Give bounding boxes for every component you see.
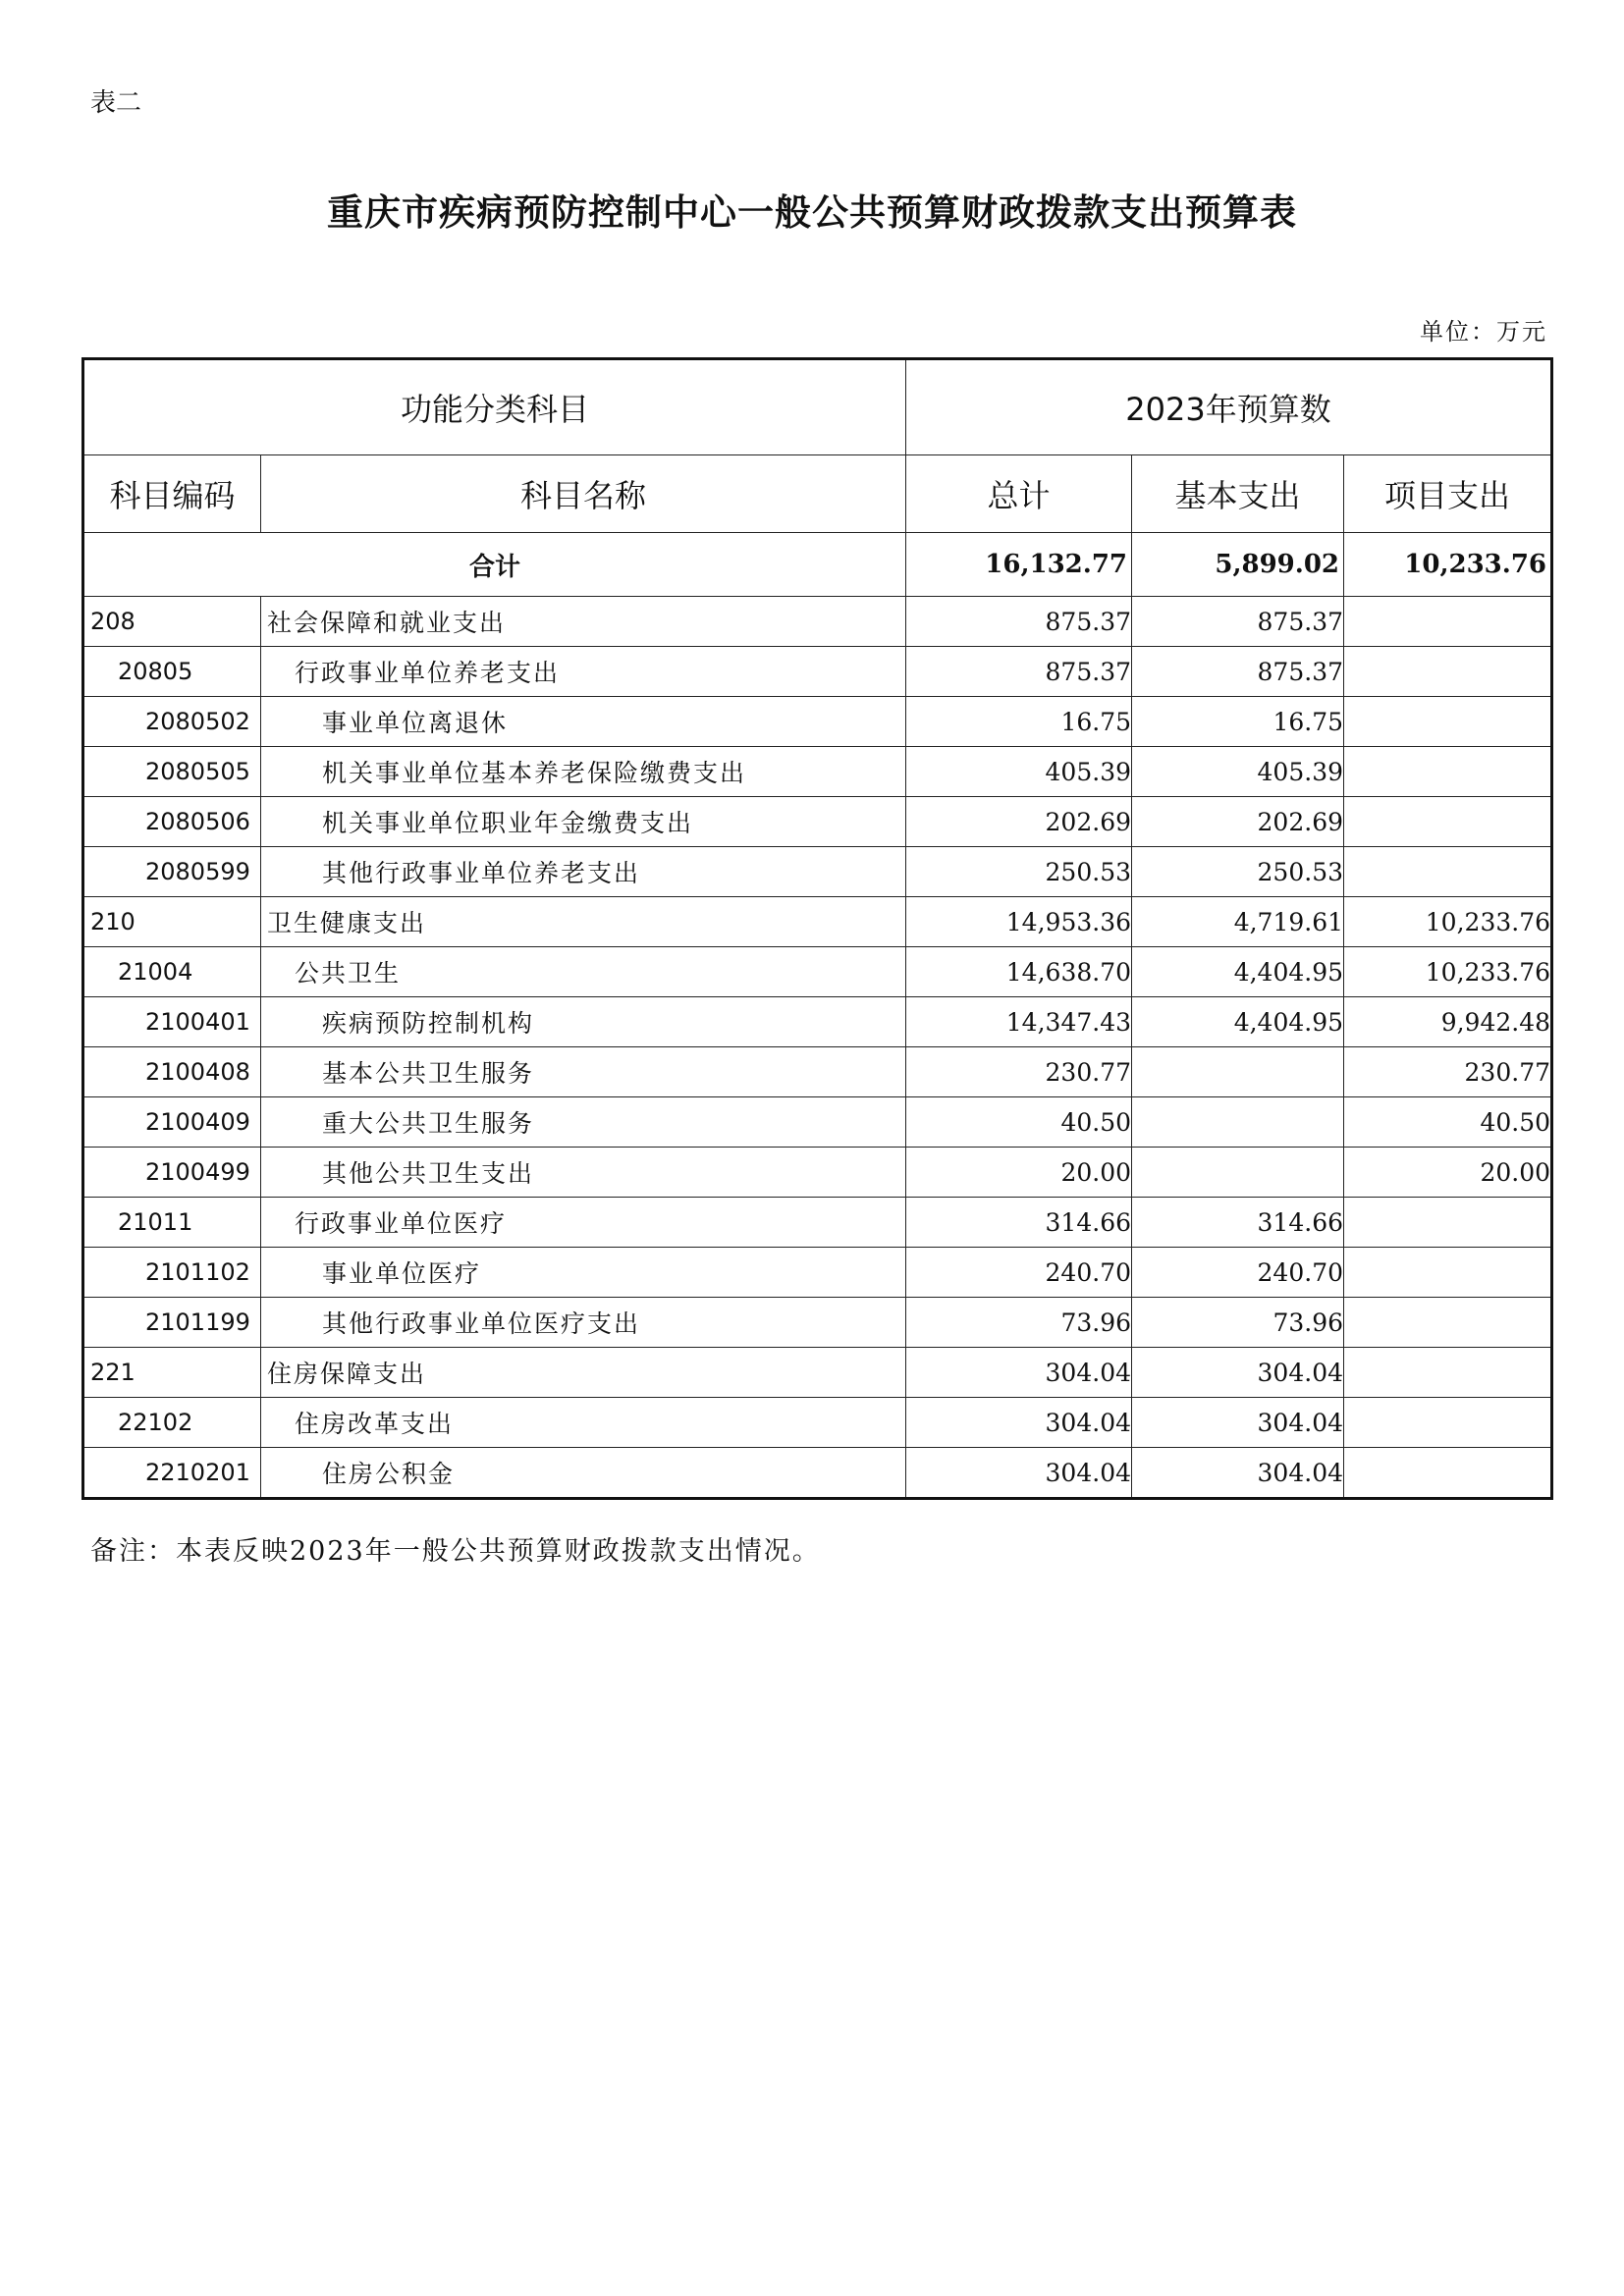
table-row bbox=[83, 1348, 1552, 1398]
row-total: 14,953.36 bbox=[906, 897, 1132, 947]
total-row bbox=[83, 533, 1552, 597]
row-total: 875.37 bbox=[906, 597, 1132, 647]
row-project: 20.00 bbox=[1344, 1148, 1552, 1198]
row-project: 10,233.76 bbox=[1344, 947, 1552, 997]
row-basic: 16.75 bbox=[1132, 697, 1344, 747]
row-total: 16.75 bbox=[906, 697, 1132, 747]
row-total: 304.04 bbox=[906, 1398, 1132, 1448]
row-total: 304.04 bbox=[906, 1348, 1132, 1398]
table-row bbox=[83, 1148, 1552, 1198]
row-code: 2100401 bbox=[83, 997, 261, 1047]
row-total: 304.04 bbox=[906, 1448, 1132, 1499]
table-row bbox=[83, 597, 1552, 647]
row-basic: 304.04 bbox=[1132, 1348, 1344, 1398]
table-row bbox=[83, 1448, 1552, 1499]
table-row bbox=[83, 947, 1552, 997]
header-function-category: 功能分类科目 bbox=[83, 359, 906, 455]
row-project: 9,942.48 bbox=[1344, 997, 1552, 1047]
total-project: 10,233.76 bbox=[1344, 533, 1552, 597]
row-basic bbox=[1132, 1148, 1344, 1198]
row-basic: 4,719.61 bbox=[1132, 897, 1344, 947]
row-basic: 240.70 bbox=[1132, 1248, 1344, 1298]
row-name: 社会保障和就业支出 bbox=[261, 597, 906, 647]
total-label: 合计 bbox=[83, 533, 906, 597]
page-title: 重庆市疾病预防控制中心一般公共预算财政拨款支出预算表 bbox=[327, 190, 1297, 234]
row-total: 73.96 bbox=[906, 1298, 1132, 1348]
row-name: 事业单位医疗 bbox=[261, 1248, 906, 1298]
unit-label: 单位：万元 bbox=[1420, 318, 1547, 346]
table-row bbox=[83, 747, 1552, 797]
row-name: 其他行政事业单位医疗支出 bbox=[261, 1298, 906, 1348]
header-budget-year: 2023年预算数 bbox=[906, 359, 1552, 455]
table-row bbox=[83, 897, 1552, 947]
row-name: 卫生健康支出 bbox=[261, 897, 906, 947]
row-basic: 875.37 bbox=[1132, 647, 1344, 697]
row-project bbox=[1344, 847, 1552, 897]
budget-table bbox=[81, 357, 1553, 1500]
row-project: 10,233.76 bbox=[1344, 897, 1552, 947]
row-code: 2080502 bbox=[83, 697, 261, 747]
row-code: 2210201 bbox=[83, 1448, 261, 1499]
row-name: 公共卫生 bbox=[261, 947, 906, 997]
row-name: 机关事业单位职业年金缴费支出 bbox=[261, 797, 906, 847]
row-name: 基本公共卫生服务 bbox=[261, 1047, 906, 1097]
row-basic bbox=[1132, 1097, 1344, 1148]
row-basic: 73.96 bbox=[1132, 1298, 1344, 1348]
row-basic: 304.04 bbox=[1132, 1398, 1344, 1448]
table-row bbox=[83, 697, 1552, 747]
row-total: 14,638.70 bbox=[906, 947, 1132, 997]
row-project bbox=[1344, 747, 1552, 797]
row-total: 240.70 bbox=[906, 1248, 1132, 1298]
row-project bbox=[1344, 697, 1552, 747]
row-total: 202.69 bbox=[906, 797, 1132, 847]
row-name: 其他公共卫生支出 bbox=[261, 1148, 906, 1198]
table-row bbox=[83, 1097, 1552, 1148]
row-basic bbox=[1132, 1047, 1344, 1097]
row-code: 221 bbox=[83, 1348, 261, 1398]
row-code: 2100499 bbox=[83, 1148, 261, 1198]
row-project bbox=[1344, 1248, 1552, 1298]
row-total: 230.77 bbox=[906, 1047, 1132, 1097]
row-name: 行政事业单位医疗 bbox=[261, 1198, 906, 1248]
row-total: 250.53 bbox=[906, 847, 1132, 897]
table-row bbox=[83, 997, 1552, 1047]
row-basic: 202.69 bbox=[1132, 797, 1344, 847]
header-basic: 基本支出 bbox=[1132, 455, 1344, 533]
row-basic: 875.37 bbox=[1132, 597, 1344, 647]
row-project bbox=[1344, 647, 1552, 697]
row-total: 14,347.43 bbox=[906, 997, 1132, 1047]
row-name: 住房改革支出 bbox=[261, 1398, 906, 1448]
table-row bbox=[83, 797, 1552, 847]
row-code: 2101102 bbox=[83, 1248, 261, 1298]
row-project: 40.50 bbox=[1344, 1097, 1552, 1148]
row-code: 2101199 bbox=[83, 1298, 261, 1348]
header-total: 总计 bbox=[906, 455, 1132, 533]
row-code: 2100409 bbox=[83, 1097, 261, 1148]
total-sum: 16,132.77 bbox=[906, 533, 1132, 597]
row-name: 重大公共卫生服务 bbox=[261, 1097, 906, 1148]
row-basic: 304.04 bbox=[1132, 1448, 1344, 1499]
row-basic: 405.39 bbox=[1132, 747, 1344, 797]
row-basic: 4,404.95 bbox=[1132, 947, 1344, 997]
row-name: 住房保障支出 bbox=[261, 1348, 906, 1398]
footnote: 备注：本表反映2023年一般公共预算财政拨款支出情况。 bbox=[90, 1536, 821, 1567]
row-total: 314.66 bbox=[906, 1198, 1132, 1248]
row-project bbox=[1344, 1198, 1552, 1248]
table-row bbox=[83, 1198, 1552, 1248]
row-code: 2080506 bbox=[83, 797, 261, 847]
row-project: 230.77 bbox=[1344, 1047, 1552, 1097]
row-code: 2100408 bbox=[83, 1047, 261, 1097]
row-total: 405.39 bbox=[906, 747, 1132, 797]
row-code: 208 bbox=[83, 597, 261, 647]
total-basic: 5,899.02 bbox=[1132, 533, 1344, 597]
row-basic: 4,404.95 bbox=[1132, 997, 1344, 1047]
row-code: 210 bbox=[83, 897, 261, 947]
header-row-group bbox=[83, 359, 1552, 455]
table-row bbox=[83, 1298, 1552, 1348]
table-row bbox=[83, 1248, 1552, 1298]
row-project bbox=[1344, 1298, 1552, 1348]
row-name: 行政事业单位养老支出 bbox=[261, 647, 906, 697]
row-total: 40.50 bbox=[906, 1097, 1132, 1148]
row-name: 机关事业单位基本养老保险缴费支出 bbox=[261, 747, 906, 797]
row-project bbox=[1344, 1398, 1552, 1448]
table-row bbox=[83, 1047, 1552, 1097]
row-project bbox=[1344, 1448, 1552, 1499]
table-row bbox=[83, 1398, 1552, 1448]
row-project bbox=[1344, 597, 1552, 647]
row-name: 疾病预防控制机构 bbox=[261, 997, 906, 1047]
row-name: 事业单位离退休 bbox=[261, 697, 906, 747]
header-code: 科目编码 bbox=[83, 455, 261, 533]
table-row bbox=[83, 647, 1552, 697]
row-code: 21011 bbox=[83, 1198, 261, 1248]
row-total: 875.37 bbox=[906, 647, 1132, 697]
row-name: 其他行政事业单位养老支出 bbox=[261, 847, 906, 897]
row-name: 住房公积金 bbox=[261, 1448, 906, 1499]
row-project bbox=[1344, 797, 1552, 847]
header-project: 项目支出 bbox=[1344, 455, 1552, 533]
header-name: 科目名称 bbox=[261, 455, 906, 533]
row-total: 20.00 bbox=[906, 1148, 1132, 1198]
row-code: 21004 bbox=[83, 947, 261, 997]
row-basic: 314.66 bbox=[1132, 1198, 1344, 1248]
table-row bbox=[83, 847, 1552, 897]
row-code: 2080505 bbox=[83, 747, 261, 797]
row-code: 20805 bbox=[83, 647, 261, 697]
row-code: 22102 bbox=[83, 1398, 261, 1448]
row-project bbox=[1344, 1348, 1552, 1398]
table-label: 表二 bbox=[90, 88, 142, 118]
row-code: 2080599 bbox=[83, 847, 261, 897]
row-basic: 250.53 bbox=[1132, 847, 1344, 897]
header-row-columns bbox=[83, 455, 1552, 533]
